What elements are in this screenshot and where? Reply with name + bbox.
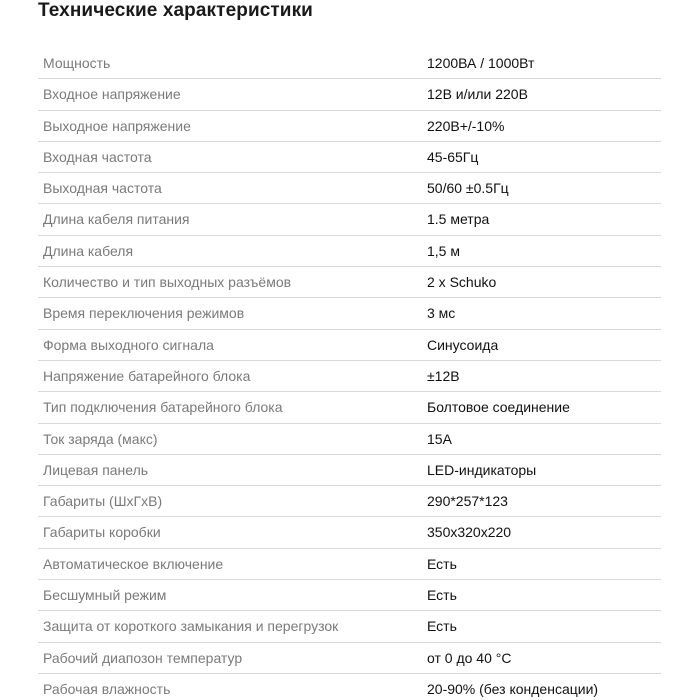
- spec-value: от 0 до 40 °С: [427, 649, 512, 666]
- spec-value: Есть: [427, 587, 457, 604]
- spec-label: Рабочий диапозон температур: [43, 649, 243, 666]
- spec-value: 45-65Гц: [427, 148, 479, 165]
- spec-label: Время переключения режимов: [43, 305, 245, 322]
- spec-label: Лицевая панель: [43, 461, 149, 478]
- spec-row: [38, 142, 661, 173]
- spec-row: [38, 204, 661, 235]
- spec-value: Синусоида: [427, 336, 499, 353]
- spec-row: [38, 643, 661, 674]
- spec-value: 15А: [427, 430, 452, 447]
- spec-value: LED-индикаторы: [427, 461, 537, 478]
- spec-row: [38, 361, 661, 392]
- spec-row: [38, 111, 661, 142]
- spec-row: [38, 173, 661, 204]
- spec-row: [38, 79, 661, 110]
- spec-row: [38, 455, 661, 486]
- spec-value: 12В и/или 220В: [427, 86, 528, 103]
- spec-value: 20-90% (без конденсации): [427, 680, 599, 697]
- spec-label: Рабочая влажность: [43, 680, 171, 697]
- spec-row: [38, 517, 661, 548]
- spec-label: Длина кабеля питания: [43, 211, 190, 228]
- spec-label: Автоматическое включение: [43, 555, 224, 572]
- page-title: Технические характеристики: [38, 0, 313, 21]
- spec-label: Выходное напряжение: [43, 117, 191, 134]
- spec-value: 3 мс: [427, 305, 456, 322]
- spec-label: Мощность: [43, 55, 111, 71]
- spec-row: [38, 486, 661, 517]
- spec-row: [38, 48, 661, 79]
- spec-row: [38, 267, 661, 298]
- spec-value: Есть: [427, 555, 457, 572]
- spec-row: [38, 330, 661, 361]
- spec-value: Болтовое соединение: [427, 399, 570, 416]
- spec-row: [38, 298, 661, 329]
- spec-value: 1200ВА / 1000Вт: [427, 55, 535, 71]
- spec-label: Длина кабеля: [43, 242, 134, 259]
- spec-value: 220В+/-10%: [427, 117, 505, 134]
- spec-value: 2 x Schuko: [427, 274, 497, 291]
- spec-value: 290*257*123: [427, 493, 508, 510]
- spec-row: [38, 549, 661, 580]
- spec-label: Габариты коробки: [43, 524, 161, 541]
- spec-label: Напряжение батарейного блока: [43, 367, 251, 384]
- spec-label: Бесшумный режим: [43, 587, 167, 604]
- spec-label: Габариты (ШхГхВ): [43, 493, 163, 510]
- spec-value: ±12В: [427, 367, 460, 384]
- spec-label: Входная частота: [43, 148, 152, 165]
- spec-label: Форма выходного сигнала: [43, 336, 214, 353]
- spec-row: [38, 424, 661, 455]
- spec-row: [38, 236, 661, 267]
- spec-label: Входное напряжение: [43, 86, 181, 103]
- spec-value: 50/60 ±0.5Гц: [427, 180, 509, 197]
- spec-label: Количество и тип выходных разъёмов: [43, 274, 292, 291]
- spec-value: 350x320x220: [427, 524, 512, 541]
- spec-table: [38, 48, 661, 700]
- spec-row: [38, 674, 661, 700]
- spec-label: Защита от короткого замыкания и перегрузок: [43, 618, 339, 635]
- spec-label: Ток заряда (макс): [43, 430, 158, 447]
- spec-row: [38, 392, 661, 423]
- spec-label: Тип подключения батарейного блока: [43, 399, 283, 416]
- spec-row: [38, 611, 661, 642]
- spec-value: Есть: [427, 618, 457, 635]
- spec-value: 1,5 м: [427, 242, 460, 259]
- spec-label: Выходная частота: [43, 180, 162, 197]
- spec-value: 1.5 метра: [427, 211, 490, 228]
- spec-row: [38, 580, 661, 611]
